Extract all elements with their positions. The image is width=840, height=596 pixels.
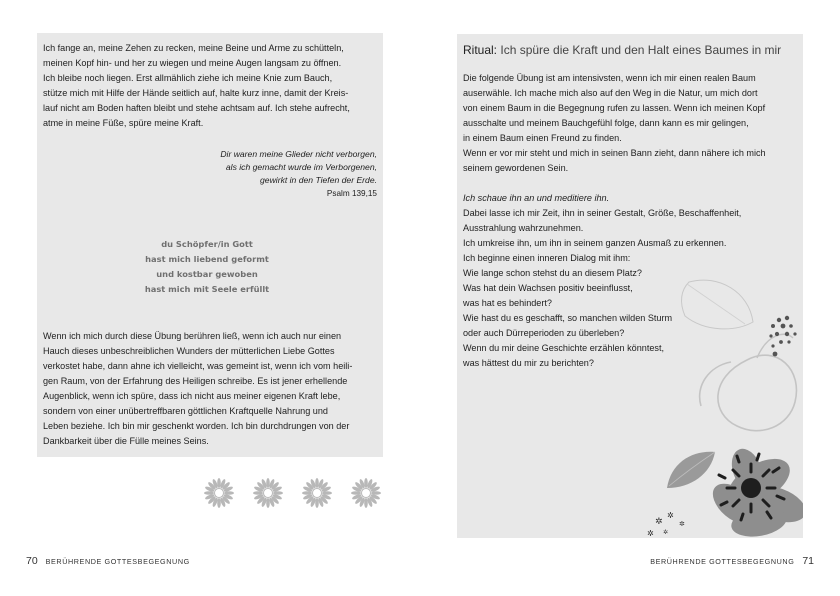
text-line: Ausstrahlung wahrzunehmen. (463, 223, 584, 233)
svg-text:✲: ✲ (663, 529, 669, 536)
text-line: atme in meine Füße, spüre meine Kraft. (43, 118, 204, 128)
text-line: sondern von einer unübertreffbaren göttlichen Kraftquelle Nahrung und (43, 406, 328, 416)
svg-text:✲: ✲ (647, 529, 654, 538)
page-number: 71 (802, 555, 814, 567)
text-line: was hättest du mir zu berichten? (463, 358, 594, 368)
flower-ornament-icon (251, 476, 285, 510)
text-line: stütze mich mit Hilfe der Hände seitlich auf, halte kurz inne, damit der Kreis- (43, 88, 349, 98)
text-line: meinen Kopf hin- und her zu wiegen und meine Augen langsam zu öffnen. (43, 58, 342, 68)
text-line: was hat es behindert? (463, 298, 552, 308)
right-page-footer (650, 555, 814, 567)
text-line: Dankbarkeit über die Fülle meines Seins. (43, 436, 209, 446)
svg-text:✲: ✲ (667, 511, 674, 520)
quote-line: Dir waren meine Glieder nicht verborgen, (220, 149, 377, 159)
text-line: Wie lange schon stehst du an diesem Platz? (463, 268, 642, 278)
right-page (420, 0, 840, 596)
text-line: gen Raum, von der Erfahrung des Heiligen schreibe. Es ist jener erhellende (43, 376, 348, 386)
italic-line: Ich schaue ihn an und meditiere ihn. (463, 193, 610, 203)
svg-text:✲: ✲ (679, 520, 685, 528)
text-line: lauf nicht am Boden haften bleibt und stehe achtsam auf. Ich stehe aufrecht, (43, 103, 350, 113)
flower-ornament-icon (300, 476, 334, 510)
text-line: Die folgende Übung ist am intensivsten, wenn ich mir einen realen Baum (463, 73, 756, 83)
quote-line: gewirkt in den Tiefen der Erde. (260, 175, 377, 185)
text-line: in einem Baum einen Freund zu finden. (463, 133, 622, 143)
poem-line: hast mich liebend geformt (145, 254, 269, 264)
page-number: 70 (26, 555, 38, 567)
text-line: von einem Baum in die Begegnung rufen zu lassen. Wenn ich meinen Kopf (463, 103, 766, 113)
running-head: BERÜHRENDE GOTTESBEGEGNUNG (45, 557, 190, 566)
flower-ornament-row (202, 476, 384, 510)
right-paragraph-1 (463, 71, 797, 176)
text-line: Wenn er vor mir steht und mich in seinen Bann zieht, dann nähere ich mich (463, 148, 766, 158)
text-line: Wie hast du es geschafft, so manchen wilden Sturm (463, 313, 673, 323)
left-paragraph-1 (43, 41, 377, 131)
text-line: Ich bleibe noch liegen. Erst allmählich ziehe ich meine Knie zum Bauch, (43, 73, 333, 83)
text-line: Ich beginne einen inneren Dialog mit ihm: (463, 253, 631, 263)
ritual-label: Ritual: (463, 43, 498, 57)
text-line: Ich umkreise ihn, um ihn in seinem ganzen Ausmaß zu erkennen. (463, 238, 727, 248)
left-text-panel (37, 33, 383, 457)
quote-reference: Psalm 139,15 (326, 189, 377, 198)
text-line: Dabei lasse ich mir Zeit, ihn in seiner Gestalt, Größe, Beschaffenheit, (463, 208, 742, 218)
ritual-title-text: Ich spüre die Kraft und den Halt eines Baumes in mir (500, 43, 782, 57)
poem (107, 237, 307, 297)
text-line: verkostet habe, dann ahne ich vielleicht, was gemeint ist, wenn ich vom heili- (43, 361, 353, 371)
text-line: oder auch Dürreperioden zu überleben? (463, 328, 625, 338)
right-text-panel (457, 34, 803, 538)
running-head: BERÜHRENDE GOTTESBEGEGNUNG (650, 557, 795, 566)
psalm-quote (187, 148, 377, 200)
svg-text:✲: ✲ (655, 517, 663, 527)
text-line: Was hat dein Wachsen positiv beeinflusst, (463, 283, 633, 293)
text-line: Hauch dieses unbeschreiblichen Wunders der mütterlichen Liebe Gottes (43, 346, 335, 356)
quote-line: als ich gemacht wurde im Verborgenen, (225, 162, 377, 172)
text-line: ausschalte und meinem Bauchgefühl folge, dann kann es mir gelingen, (463, 118, 749, 128)
text-line: Ich fange an, meine Zehen zu recken, meine Beine und Arme zu schütteln, (43, 43, 344, 53)
text-line: auserwähle. Ich mache mich also auf den Weg in die Natur, um mich dort (463, 88, 758, 98)
left-page-footer (26, 555, 190, 567)
text-line: Leben beziehe. Ich bin mir geschenkt worden. Ich bin durchdrungen von der (43, 421, 350, 431)
flower-ornament-icon (202, 476, 236, 510)
poem-line: du Schöpfer/in Gott (161, 239, 253, 249)
ritual-title (463, 42, 803, 58)
text-line: Augenblick, wenn ich spüre, dass ich nicht aus meiner eigenen Kraft lebe, (43, 391, 341, 401)
flower-ornament-icon (349, 476, 383, 510)
right-paragraph-2 (463, 191, 797, 371)
text-line: seinem gewordenen Sein. (463, 163, 569, 173)
left-paragraph-2 (43, 329, 379, 449)
text-line: Wenn ich mich durch diese Übung berühren ließ, wenn ich auch nur einen (43, 331, 342, 341)
poem-line: hast mich mit Seele erfüllt (144, 284, 270, 294)
text-line: Wenn du mir deine Geschichte erzählen könntest, (463, 343, 665, 353)
poem-line: und kostbar gewoben (156, 269, 258, 279)
